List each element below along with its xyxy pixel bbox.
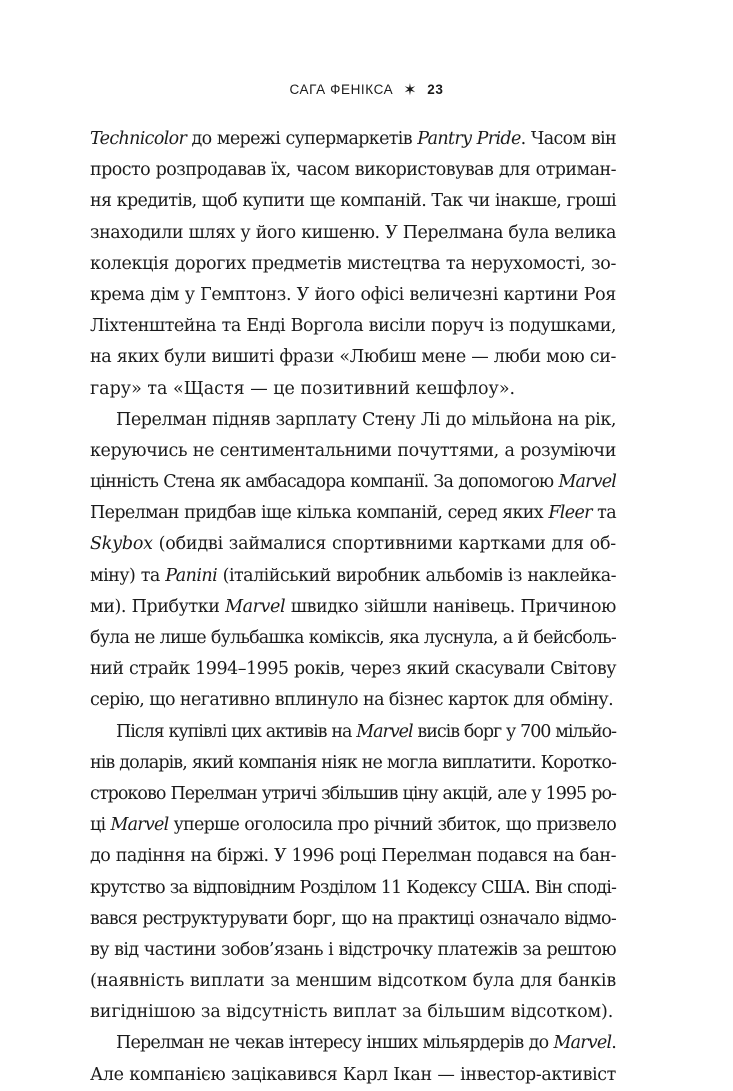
text-run: до мережі супермаркетів (186, 129, 418, 149)
text-line (90, 904, 616, 935)
text-run: Перелман не чекав інтересу інших мільярдерів до (116, 1033, 554, 1054)
italic-text-run: Marvel (225, 596, 286, 617)
italic-text-run: Marvel (110, 815, 169, 836)
text-run: строково Перелман утричі збільшив ціну акцій, але у 1995 ро- (90, 783, 616, 804)
text-line (90, 374, 616, 405)
text-run: (обидві займалися спортивними картками для об- (152, 534, 616, 555)
text-line (90, 685, 616, 716)
text-run: вався реструктурувати борг, що на практиці означало відмо- (90, 908, 616, 929)
text-line (90, 935, 616, 966)
italic-text-run: Skybox (90, 534, 153, 555)
italic-text-run: Fleer (548, 503, 592, 524)
text-line (90, 280, 616, 311)
text-line (90, 1028, 616, 1059)
text-run: вигіднішою за відсутність виплат за більшим відсотком). (90, 1002, 614, 1023)
text-run: ці (90, 815, 111, 836)
text-run: (наявність виплати за меншим відсотком була для банків (90, 971, 616, 992)
text-run: знаходили шлях у його кишеню. У Перелмана була велика (90, 222, 616, 243)
text-run: ми). Прибутки (90, 596, 226, 617)
text-run: Перелман підняв зарплату Стену Лі до мільйона на рік, (116, 409, 616, 430)
text-line (90, 218, 616, 249)
text-run: крема дім у Гемптонз. У його офісі величезні картини Роя (90, 284, 616, 305)
text-run: Перелман придбав іще кілька компаній, серед яких (90, 503, 549, 524)
text-run: Ліхтенштейна та Енді Воргола висіли поруч із подушками, (90, 316, 616, 337)
text-run: цінність Стена як амбасадора компанії. За допомогою (90, 472, 559, 493)
text-line (90, 124, 616, 155)
text-line (90, 311, 616, 342)
text-run: міну) та (90, 565, 166, 586)
text-line (90, 841, 616, 872)
text-run: до падіння на біржі. У 1996 році Перелман подався на бан- (90, 846, 616, 867)
text-run: крутство за відповідним Розділом 11 Кодексу США. Він споді- (90, 877, 616, 898)
running-header (0, 80, 733, 100)
text-run: швидко зійшли нанівець. Причиною (285, 596, 616, 617)
star-separator-icon: ✶ (403, 82, 418, 99)
italic-text-run: Panini (165, 565, 218, 586)
text-line (90, 342, 616, 373)
text-run: гару» та «Щастя — це позитивний кешфлоу». (90, 378, 516, 399)
page-number: 23 (427, 82, 444, 97)
italic-text-run: Marvel (356, 721, 413, 742)
text-run: була не лише бульбашка коміксів, яка луснула, а й бейсболь- (90, 628, 616, 648)
text-run: (італійський виробник альбомів із наклейка- (217, 565, 616, 586)
text-run: ня кредитів, щоб купити ще компаній. Так чи інакше, гроші (90, 191, 616, 212)
text-run: нів доларів, який компанія ніяк не могла виплатити. Коротко- (90, 752, 616, 773)
text-line (90, 249, 616, 280)
text-line (90, 623, 616, 654)
text-line (90, 654, 616, 685)
text-line (90, 717, 616, 748)
text-line (90, 405, 616, 436)
text-run: . Часом він (520, 129, 616, 149)
text-run: ву від частини зобов’язань і відстрочку платежів за рештою (90, 939, 616, 960)
italic-text-run: Marvel (553, 1033, 612, 1054)
text-line (90, 498, 616, 529)
text-run: уперше оголосила про річний збиток, що призвело (168, 815, 616, 836)
italic-text-run: Marvel (558, 472, 616, 493)
text-line (90, 1060, 616, 1091)
text-line (90, 186, 616, 217)
text-run: на яких були вишиті фрази «Любиш мене — люби мою си- (90, 347, 616, 368)
text-line (90, 873, 616, 904)
text-run: колекція дорогих предметів мистецтва та нерухомості, зо- (90, 253, 616, 274)
book-title: САГА ФЕНІКСА (289, 82, 394, 97)
text-run: та (591, 503, 616, 524)
italic-text-run: Technicolor (90, 129, 187, 149)
text-line (90, 592, 616, 623)
text-line (90, 436, 616, 467)
text-run: Але компанією зацікавився Карл Ікан — інвестор-активіст (90, 1064, 616, 1085)
text-run: керуючись не сентиментальними почуттями, а розуміючи (90, 440, 616, 461)
text-line (90, 155, 616, 186)
text-run: серію, що негативно вплинуло на бізнес карток для обміну. (90, 690, 614, 711)
text-line (90, 966, 616, 997)
text-line (90, 529, 616, 560)
text-line (90, 467, 616, 498)
text-line (90, 810, 616, 841)
text-run: ний страйк 1994–1995 років, через який скасували Світову (90, 659, 616, 680)
text-run: висів борг у 700 мільйо- (412, 721, 616, 742)
text-run: просто розпродавав їх, часом використовував для отриман- (90, 160, 616, 181)
text-line (90, 779, 616, 810)
body-text (90, 124, 616, 1091)
text-run: Після купівлі цих активів на (116, 721, 357, 742)
text-line (90, 561, 616, 592)
text-line (90, 748, 616, 779)
text-run: . (611, 1033, 616, 1054)
italic-text-run: Pantry Pride (417, 129, 521, 149)
